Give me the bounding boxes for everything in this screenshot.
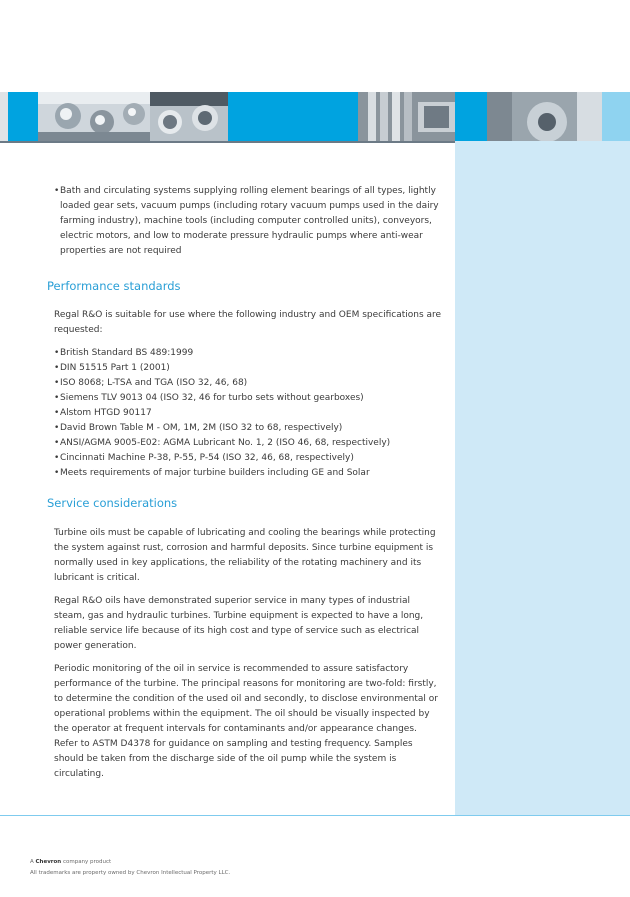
list-item: • Siemens TLV 9013 04 (ISO 32, 46 for turbo sets without gearboxes) — [54, 391, 442, 406]
bearing-photo — [38, 92, 150, 142]
footer-brand: Chevron — [35, 859, 62, 865]
header-banner — [0, 92, 630, 142]
footer-prefix: A — [30, 859, 36, 865]
list-item: • ANSI/AGMA 9005-E02: AGMA Lubricant No. 1, 2 (ISO 46, 68, respectively) — [54, 436, 442, 451]
intro-bullet-list — [47, 184, 442, 259]
performance-heading: Performance standards — [47, 279, 181, 293]
list-item: • Alstom HTGD 90117 — [54, 406, 442, 421]
gear-shaft-photo — [358, 92, 455, 142]
footer-trademark-line: All trademarks are property owned by Chevron Intellectual Property LLC. — [30, 870, 231, 876]
turbine-photo — [487, 92, 602, 142]
bearing-photo-edge — [0, 92, 8, 142]
service-paragraph-3: Periodic monitoring of the oil in service is recommended to assure satisfactory performance of the turbine. The principal reasons for monitoring are two-fold: firstly, to determine the condition of the used oil and secondly, to disclose environmental or operational problems within the equipment. The oil should be visually inspected by the operator at frequent intervals for contaminants and/or appearance changes. Refer to ASTM D4378 for guidance on sampling and testing frequency. Samples should be taken from the discharge side of the oil pump while the system is circulating. — [54, 664, 438, 779]
intro-bullet: • Bath and circulating systems supplying rolling element bearings of all types, lightly loaded gear sets, vacuum pumps (including rotary vacuum pumps used in the dairy farming industry), machine tools (including computer controlled units), conveyors, electric motors, and low to moderate pressure hydraulic pumps where anti-wear properties are not required — [54, 184, 442, 259]
list-item: • ISO 8068; L-TSA and TGA (ISO 32, 46, 68) — [54, 376, 442, 391]
banner-tail — [602, 92, 630, 142]
performance-intro: Regal R&O is suitable for use where the following industry and OEM specifications are requested: — [54, 310, 442, 335]
bottom-rule — [0, 815, 630, 816]
list-item: • Meets requirements of major turbine builders including GE and Solar — [54, 466, 442, 481]
service-paragraph-1: Turbine oils must be capable of lubricating and cooling the bearings while protecting the system against rust, corrosion and harmful deposits. Since turbine equipment is normally used in key applications, the reliability of the rotating machinery and its lubricant is critical. — [54, 528, 436, 583]
sidebar-panel — [455, 141, 630, 815]
service-paragraph-2: Regal R&O oils have demonstrated superior service in many types of industrial steam, gas and hydraulic turbines. Turbine equipment is expected to have a long, reliable service life because of its high cost and type of service such as electrical power generation. — [54, 596, 424, 651]
roller-photo — [150, 92, 228, 142]
list-item: • British Standard BS 489:1999 — [54, 346, 442, 361]
footer-suffix: company product — [61, 859, 112, 865]
footer-company-line — [30, 857, 230, 868]
main-content — [47, 184, 442, 782]
list-item: • David Brown Table M - OM, 1M, 2M (ISO 32 to 68, respectively) — [54, 421, 442, 436]
list-item: • DIN 51515 Part 1 (2001) — [54, 361, 442, 376]
footer — [30, 857, 230, 879]
service-heading: Service considerations — [47, 496, 178, 510]
spec-list — [47, 346, 442, 481]
list-item: • Cincinnati Machine P-38, P-55, P-54 (ISO 32, 46, 68, respectively) — [54, 451, 442, 466]
